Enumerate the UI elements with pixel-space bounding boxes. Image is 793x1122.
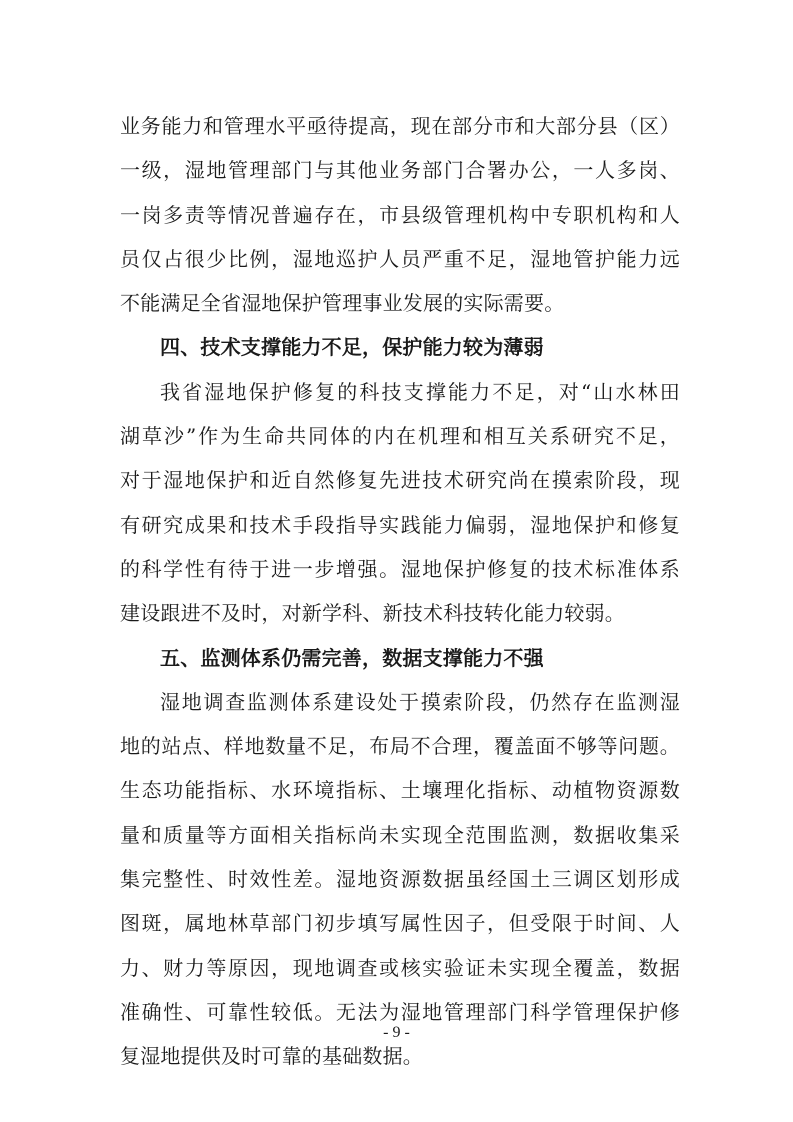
text-line: 员仅占很少比例，湿地巡护人员严重不足，湿地管护能力远 bbox=[120, 246, 680, 271]
text-line: 湿地调查监测体系建设处于摸索阶段，仍然存在监测湿 bbox=[160, 689, 680, 714]
text-line: 准确性、可靠性较低。无法为湿地管理部门科学管理保护修 bbox=[120, 999, 680, 1024]
text-line: 不能满足全省湿地保护管理事业发展的实际需要。 bbox=[120, 291, 565, 316]
text-line: 的科学性有待于进一步增强。湿地保护修复的技术标准体系 bbox=[120, 556, 680, 581]
section-heading bbox=[120, 325, 680, 369]
paragraph bbox=[120, 680, 680, 1079]
text-line: 生态功能指标、水环境指标、土壤理化指标、动植物资源数 bbox=[120, 778, 680, 803]
text-line: 业务能力和管理水平亟待提高，现在部分市和大部分县（区） bbox=[120, 114, 680, 138]
paragraph bbox=[120, 104, 680, 325]
heading-text: 五、监测体系仍需完善，数据支撑能力不强 bbox=[160, 645, 544, 670]
text-line: 我省湿地保护修复的科技支撑能力不足，对“山水林田 bbox=[160, 379, 680, 404]
text-line: 复湿地提供及时可靠的基础数据。 bbox=[120, 1044, 423, 1069]
text-line: 湖草沙”作为生命共同体的内在机理和相互关系研究不足， bbox=[120, 424, 680, 449]
document-body bbox=[120, 104, 680, 1079]
text-line: 建设跟进不及时，对新学科、新技术科技转化能力较弱。 bbox=[120, 601, 625, 626]
text-line: 一岗多责等情况普遍存在，市县级管理机构中专职机构和人 bbox=[120, 202, 680, 227]
text-line: 图斑，属地林草部门初步填写属性因子，但受限于时间、人 bbox=[120, 911, 680, 936]
text-line: 一级，湿地管理部门与其他业务部门合署办公，一人多岗、 bbox=[120, 158, 680, 183]
text-line: 力、财力等原因，现地调查或核实验证未实现全覆盖，数据 bbox=[120, 955, 680, 980]
section-heading bbox=[120, 636, 680, 680]
page-number: - 9 - bbox=[383, 1024, 410, 1041]
text-line: 地的站点、样地数量不足，布局不合理，覆盖面不够等问题。 bbox=[120, 734, 680, 759]
text-line: 量和质量等方面相关指标尚未实现全范围监测，数据收集采 bbox=[120, 822, 680, 847]
text-line: 集完整性、时效性差。湿地资源数据虽经国土三调区划形成 bbox=[120, 867, 680, 892]
heading-text: 四、技术支撑能力不足，保护能力较为薄弱 bbox=[160, 335, 544, 360]
text-line: 有研究成果和技术手段指导实践能力偏弱，湿地保护和修复 bbox=[120, 512, 680, 537]
paragraph bbox=[120, 370, 680, 636]
text-line: 对于湿地保护和近自然修复先进技术研究尚在摸索阶段，现 bbox=[120, 468, 680, 493]
